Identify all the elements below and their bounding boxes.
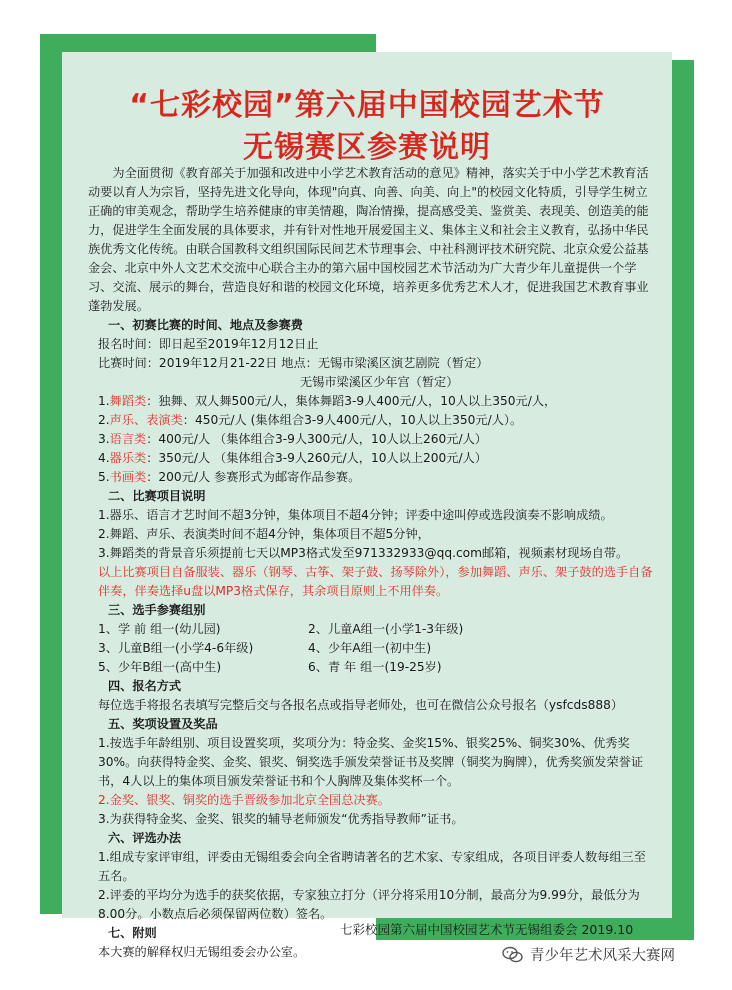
group-row: 1、学 前 组一(幼儿园) 2、儿童A组一(小学1-3年级) (98, 622, 464, 636)
section-2-heading: 二、比赛项目说明 (108, 489, 206, 503)
fee-category: 声乐、表演类 (109, 413, 183, 427)
match-time-venue: 比赛时间：2019年12月21-22日 地点：无锡市梁溪区演艺剧院（暂定） (98, 356, 489, 370)
fee-category: 书画类 (109, 470, 147, 484)
watermark (502, 944, 675, 965)
award-paragraph-2: 2.金奖、银奖、铜奖的选手晋级参加北京全国总决赛。 (98, 793, 390, 807)
venue-2: 无锡市梁溪区少年宫（暂定） (300, 375, 459, 389)
rule-line: 3.舞蹈类的背景音乐须提前七天以MP3格式发至971332933@qq.com邮箱，视频素材现场自带。 (98, 546, 629, 560)
fee-category: 舞蹈类 (109, 394, 147, 408)
green-frame-right (672, 60, 694, 940)
section-7-heading: 七、附则 (108, 926, 157, 940)
organizer-signature: 七彩校园第六届中国校园艺术节无锡组委会 2019.10 (340, 922, 634, 937)
intro-paragraph: 为全面贯彻《教育部关于加强和改进中小学艺术教育活动的意见》精神，落实关于中小学艺术教育活动要以育人为宗旨，坚持先进文化导向，体现"向真、向善、向美、向上"的校园文化特质，引导学生树立正确的审美观念，帮助学生培养健康的审美情趣，陶冶情操，提高感受美、鉴赏美、表现美、创造美的能力，促进学生全面发展的具体要求，并有针对性地开展爱国主义、集体主义和社会主义教育，弘扬中华民族优秀文化传统。由联合国教科文组织国际民间艺术节理事会、中社科测评技术研究院、北京众爱公益基金会、北京中外人文艺术交流中心联合主办的第六届中国校园艺术节活动为广大青少年儿童提供一个学习、交流、展示的舞台，营造良好和谐的校园文化环境，培养更多优秀艺术人才，促进我国艺术教育事业蓬勃发展。 (88, 166, 649, 313)
document-body (88, 164, 654, 962)
red-notice: 以上比赛项目自备服装、器乐（钢琴、古筝、架子鼓、扬琴除外），参加舞蹈、声乐、架子鼓的选手自备伴奏，伴奏选择u盘以MP3格式保存，其余项目原则上不用伴奏。 (98, 565, 653, 598)
group-row: 5、少年B组一(高中生) 6、青 年 组一(19-25岁) (98, 660, 442, 674)
fee-vocal: 2.声乐、表演类：450元/人 (集体组合3-9人400元/人，10人以上350元/人）。 (98, 413, 523, 427)
fee-painting: 5.书画类：200元/人 参赛形式为邮寄作品参赛。 (98, 470, 361, 484)
signup-time: 报名时间：即日起至2019年12月12日止 (98, 337, 319, 351)
wechat-icon (502, 946, 524, 964)
fee-dance: 1.舞蹈类：独舞、双人舞500元/人，集体舞蹈3-9人400元/人，10人以上350元/人， (98, 394, 557, 408)
section-3-heading: 三、选手参赛组别 (108, 603, 206, 617)
fee-instrument: 4.器乐类：350元/人 （集体组合3-9人260元/人，10人以上200元/人） (98, 451, 487, 465)
section-6-heading: 六、评选办法 (108, 831, 182, 845)
title-line-2: 无锡赛区参赛说明 (243, 130, 491, 165)
judging-paragraph-2: 2.评委的平均分为选手的获奖依据，专家独立打分（评分将采用10分制，最高分为9.99分，最低分为8.00分。小数点后必须保留两位数）签名。 (98, 888, 640, 921)
fee-language: 3.语言类：400元/人 （集体组合3-9人300元/人，10人以上260元/人） (98, 432, 487, 446)
judging-paragraph-1: 1.组成专家评审组，评委由无锡组委会向全省聘请著名的艺术家、专家组成，各项目评委人数每组三至五名。 (98, 850, 646, 883)
rule-line: 2.舞蹈、声乐、表演类时间不超4分钟，集体项目不超5分钟， (98, 527, 430, 541)
award-paragraph-3: 3.为获得特金奖、金奖、银奖的辅导老师颁发“优秀指导教师”证书。 (98, 812, 464, 826)
section-5-heading: 五、奖项设置及奖品 (108, 717, 218, 731)
green-frame-left (40, 34, 62, 914)
watermark-text: 青少年艺术风采大赛网 (530, 948, 675, 964)
section-1-heading: 一、初赛比赛的时间、地点及参赛费 (108, 318, 303, 332)
fee-category: 语言类 (109, 432, 147, 446)
title-line-1: “七彩校园”第六届中国校园艺术节 (129, 88, 605, 123)
fee-category: 器乐类 (109, 451, 147, 465)
section-4-heading: 四、报名方式 (108, 679, 182, 693)
appendix-text: 本大赛的解释权归无锡组委会办公室。 (98, 945, 306, 959)
signup-method: 每位选手将报名表填写完整后交与各报名点或指导老师处，也可在微信公众号报名（ysfcds888） (98, 698, 624, 712)
rule-line: 1.器乐、语言才艺时间不超3分钟，集体项目不超4分钟；评委中途叫停或选段演奏不影响成绩。 (98, 508, 613, 522)
award-paragraph-1: 1.按选手年龄组别、项目设置奖项，奖项分为：特金奖、金奖15%、银奖25%、铜奖30%、优秀奖30%。向获得特金奖、金奖、银奖、铜奖选手颁发荣誉证书及奖牌（铜奖为胸牌），优秀奖颁发荣誉证书，4人以上的集体项目颁发荣誉证书和个人胸牌及集体奖杯一个。 (98, 736, 644, 788)
group-row: 3、儿童B组一(小学4-6年级) 4、少年A组一(初中生) (98, 641, 432, 655)
